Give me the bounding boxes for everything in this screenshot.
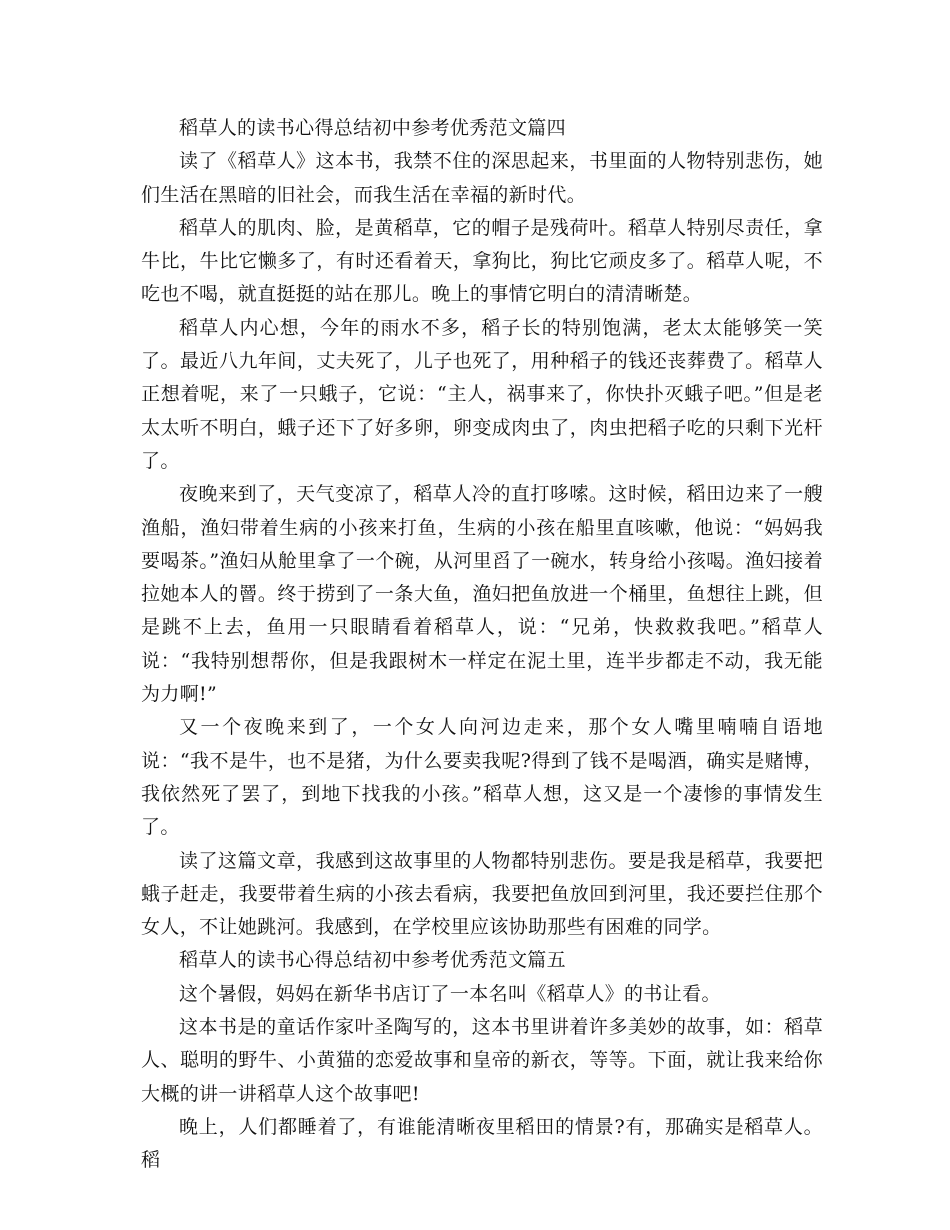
section-heading: 稻草人的读书心得总结初中参考优秀范文篇五	[179, 949, 567, 972]
section-heading: 稻草人的读书心得总结初中参考优秀范文篇四	[179, 117, 567, 139]
document-body	[141, 112, 823, 1178]
paragraph: 稻草人内心想，今年的雨水不多，稻子长的特别饱满，老太太能够笑一笑了。最近八九年间，丈夫死了，儿子也死了，用种稻子的钱还丧葬费了。稻草人正想着呢，来了一只蛾子，它说：“主人，祸事来了，你快扑灭蛾子吧。”但是老太太听不明白，蛾子还下了好多卵，卵变成肉虫了，肉虫把稻子吃的只剩下光杆了。	[141, 316, 823, 472]
paragraph: 又一个夜晚来到了，一个女人向河边走来，那个女人嘴里喃喃自语地说：“我不是牛，也不是猪，为什么要卖我呢?得到了钱不是喝酒，确实是赌博，我依然死了罢了，到地下找我的小孩。”稻草人想，这又是一个凄惨的事情发生了。	[141, 716, 823, 839]
paragraph: 读了这篇文章，我感到这故事里的人物都特别悲伤。要是我是稻草，我要把蛾子赶走，我要带着生病的小孩去看病，我要把鱼放回到河里，我还要拦住那个女人，不让她跳河。我感到，在学校里应该协助那些有困难的同学。	[141, 849, 823, 939]
paragraph: 夜晚来到了，天气变凉了，稻草人冷的直打哆嗦。这时候，稻田边来了一艘渔船，渔妇带着生病的小孩来打鱼，生病的小孩在船里直咳嗽，他说：“妈妈我要喝茶。”渔妇从舱里拿了一个碗，从河里舀了一碗水，转身给小孩喝。渔妇接着拉她本人的罾。终于捞到了一条大鱼，渔妇把鱼放进一个桶里，鱼想往上跳，但是跳不上去，鱼用一只眼睛看着稻草人，说：“兄弟，快救救我吧。”稻草人说：“我特别想帮你，但是我跟树木一样定在泥土里，连半步都走不动，我无能为力啊!”	[141, 483, 823, 706]
paragraph: 稻草人的肌肉、脸，是黄稻草，它的帽子是残荷叶。稻草人特别尽责任，拿牛比，牛比它懒多了，有时还看着天，拿狗比，狗比它顽皮多了。稻草人呢，不吃也不喝，就直挺挺的站在那儿。晚上的事情它明白的清清晰楚。	[141, 216, 823, 306]
paragraph: 这本书是的童话作家叶圣陶写的，这本书里讲着许多美妙的故事，如：稻草人、聪明的野牛、小黄猫的恋爱故事和皇帝的新衣，等等。下面，就让我来给你大概的讲一讲稻草人这个故事吧!	[141, 1016, 823, 1105]
paragraph: 晚上，人们都睡着了，有谁能清晰夜里稻田的情景?有，那确实是稻草人。稻	[141, 1115, 823, 1172]
paragraph: 读了《稻草人》这本书，我禁不住的深思起来，书里面的人物特别悲伤，她们生活在黑暗的旧社会，而我生活在幸福的新时代。	[141, 150, 823, 206]
paragraph: 这个暑假，妈妈在新华书店订了一本名叫《稻草人》的书让看。	[179, 982, 721, 1005]
